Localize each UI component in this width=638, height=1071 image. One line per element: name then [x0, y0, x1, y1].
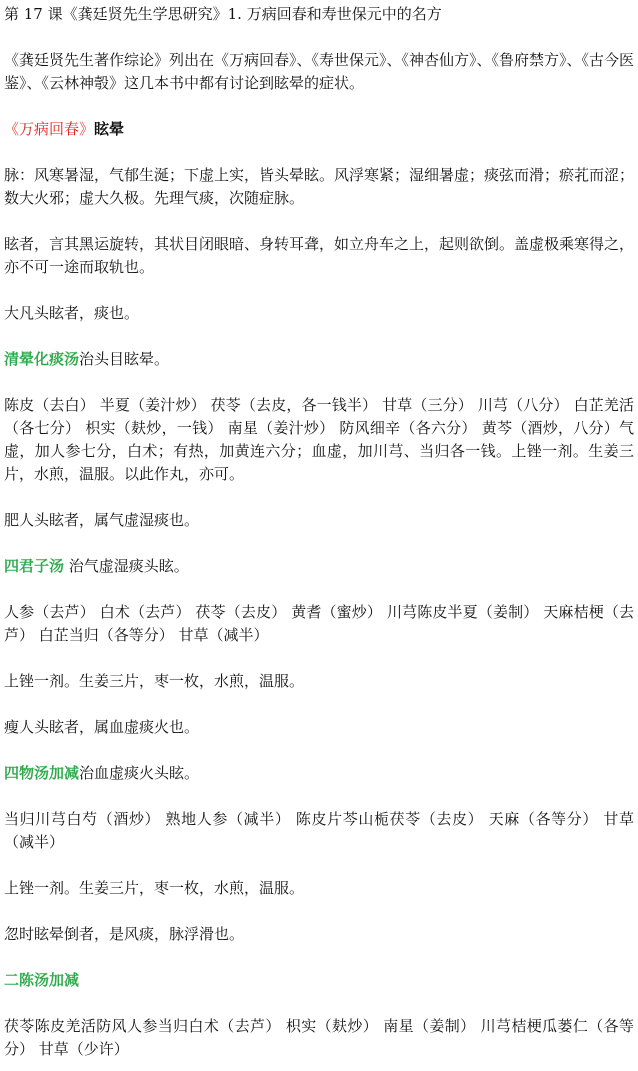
lesson-title	[4, 3, 634, 26]
sudden-note: 忽时眩晕倒者，是风痰，脉浮滑也。	[4, 925, 245, 943]
formula2-name: 四君子汤	[4, 557, 65, 575]
phlegm-note: 大凡头眩者，痰也。	[4, 304, 140, 322]
formula3-indication: 治血虚痰火头眩。	[79, 764, 200, 782]
book-title: 《万病回春》	[4, 120, 95, 138]
intro-paragraph: 《龚廷贤先生著作综论》列出在《万病回春》、《寿世保元》、《神杏仙方》、《鲁府禁方》、《古今医鉴》、《云林神彀》这几本书中都有讨论到眩晕的症状。	[4, 51, 635, 92]
formula1-ingredients: 陈皮（去白） 半夏（姜汁炒） 茯苓（去皮，各一钱半） 甘草（三分） 川芎（八分） 白芷羌活（各七分） 枳实（麸炒，一钱） 南星（姜汁炒） 防风细辛（各六分） 黄芩（酒炒，八分）气虚，加人参七分，白术；有热，加黄连六分；血虚，加川芎、当归各一钱。上锉一剂。生姜三片，水煎，温服。以此作丸，亦可。	[4, 396, 634, 483]
lesson-title-text: 第 17 课《龚廷贤先生学思研究》1. 万病回春和寿世保元中的名方	[4, 5, 442, 23]
section-heading	[4, 118, 634, 141]
formula3-ingredients: 当归川芎白芍（酒炒） 熟地人参（减半） 陈皮片芩山栀茯苓（去皮） 天麻（各等分） 甘草（减半）	[4, 810, 634, 851]
formula1-heading	[4, 348, 634, 371]
formula4-ingredients: 茯苓陈皮羌活防风人参当归白术（去芦） 枳实（麸炒） 南星（姜制） 川芎桔梗瓜蒌仁（各等分） 甘草（少许）	[4, 1017, 634, 1058]
thin-note: 瘦人头眩者，属血虚痰火也。	[4, 718, 200, 736]
formula2-indication: 治气虚湿痰头眩。	[64, 557, 189, 575]
pulse-paragraph: 脉：风寒暑湿，气郁生涎；下虚上实，皆头晕眩。风浮寒紧；湿细暑虚；痰弦而滑；瘀芤而涩；数大火邪；虚大久极。先理气痰，次随症脉。	[4, 166, 635, 207]
formula2-ingredients: 人参（去芦） 白术（去芦） 茯苓（去皮） 黄耆（蜜炒） 川芎陈皮半夏（姜制） 天麻桔梗（去芦） 白芷当归（各等分） 甘草（减半）	[4, 603, 634, 644]
formula4-heading	[4, 969, 634, 992]
section-topic: 眩晕	[94, 120, 125, 138]
formula2-heading	[4, 555, 634, 578]
fat-note: 肥人头眩者，属气虚湿痰也。	[4, 511, 200, 529]
formula4-name: 二陈汤加减	[4, 971, 80, 989]
formula3-name: 四物汤加减	[4, 764, 80, 782]
formula1-name: 清晕化痰汤	[4, 350, 80, 368]
formula2-preparation: 上锉一剂。生姜三片，枣一枚，水煎，温服。	[4, 672, 305, 690]
formula3-heading	[4, 762, 634, 785]
definition-paragraph: 眩者，言其黑运旋转，其状目闭眼暗、身转耳聋，如立舟车之上，起则欲倒。盖虚极乘寒得之，亦不可一途而取轨也。	[4, 235, 635, 276]
formula1-indication: 治头目眩晕。	[79, 350, 170, 368]
formula3-preparation: 上锉一剂。生姜三片，枣一枚，水煎，温服。	[4, 879, 305, 897]
